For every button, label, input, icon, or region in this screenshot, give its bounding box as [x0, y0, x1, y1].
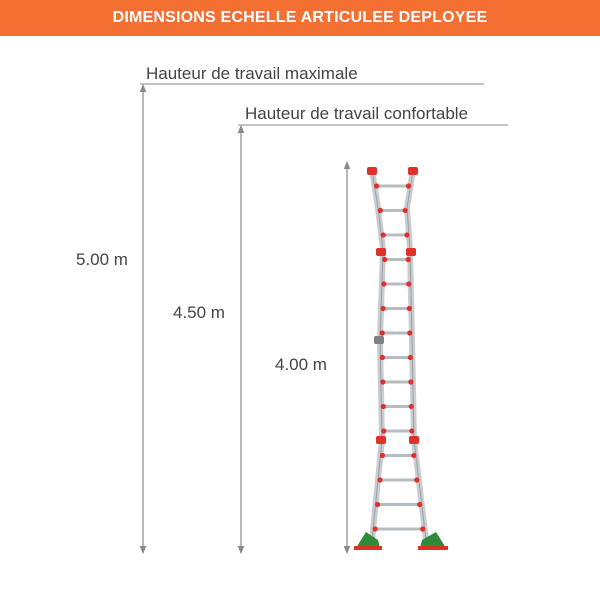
ladder-rung-joint	[408, 379, 413, 384]
ladder-rung-joint	[403, 208, 408, 213]
ladder-illustration	[354, 167, 448, 550]
ladder-rung-joint	[380, 379, 385, 384]
ladder-rung-joint	[380, 355, 385, 360]
title-text: DIMENSIONS ECHELLE ARTICULEE DEPLOYEE	[112, 9, 488, 26]
ladder-rung-joint	[381, 404, 386, 409]
ladder-rung-joint	[381, 281, 386, 286]
ladder-rung-joint	[409, 404, 414, 409]
ladder-height-value: 4.00 m	[275, 355, 327, 374]
ladder-rung-joint	[409, 428, 414, 433]
comfortable-height-value: 4.50 m	[173, 303, 225, 322]
ladder-rung-joint	[380, 306, 385, 311]
ladder-rung-joint	[411, 453, 416, 458]
ladder-top-cap-right	[408, 167, 418, 175]
ladder-rung-joint	[373, 526, 378, 531]
ladder-rung-joint	[417, 502, 422, 507]
ladder-foot-left	[356, 532, 380, 548]
ladder-rung-joint	[380, 453, 385, 458]
max-height-value: 5.00 m	[76, 250, 128, 269]
ladder-hinge-lower-left	[376, 436, 386, 444]
ladder-rung-joint	[406, 183, 411, 188]
ladder-rung-joint	[378, 208, 383, 213]
ladder-rung-joint	[374, 183, 379, 188]
ladder-rung-joint	[377, 477, 382, 482]
ladder-rung-joint	[406, 281, 411, 286]
ladder-rung-joint	[375, 502, 380, 507]
ladder-rung-joint	[406, 257, 411, 262]
ladder-hinge-upper-left	[376, 248, 386, 256]
ladder-rung-joint	[381, 232, 386, 237]
max-working-height-label: Hauteur de travail maximale	[146, 64, 358, 83]
ladder-hinge-middle-left	[374, 336, 384, 344]
ladder-rung-joint	[408, 355, 413, 360]
ladder-hinge-lower-right	[409, 436, 419, 444]
ladder-rung-joint	[407, 306, 412, 311]
ladder-rung-joint	[381, 428, 386, 433]
ladder-rung-joint	[407, 330, 412, 335]
ladder-rung-joint	[380, 330, 385, 335]
ladder-hinge-upper-right	[406, 248, 416, 256]
ladder-rung-joint	[404, 232, 409, 237]
ladder-top-cap-left	[367, 167, 377, 175]
ladder-rung-joint	[414, 477, 419, 482]
ladder-rung-joint	[420, 526, 425, 531]
ladder-rung-joint	[382, 257, 387, 262]
comfortable-working-height-label: Hauteur de travail confortable	[245, 104, 469, 123]
